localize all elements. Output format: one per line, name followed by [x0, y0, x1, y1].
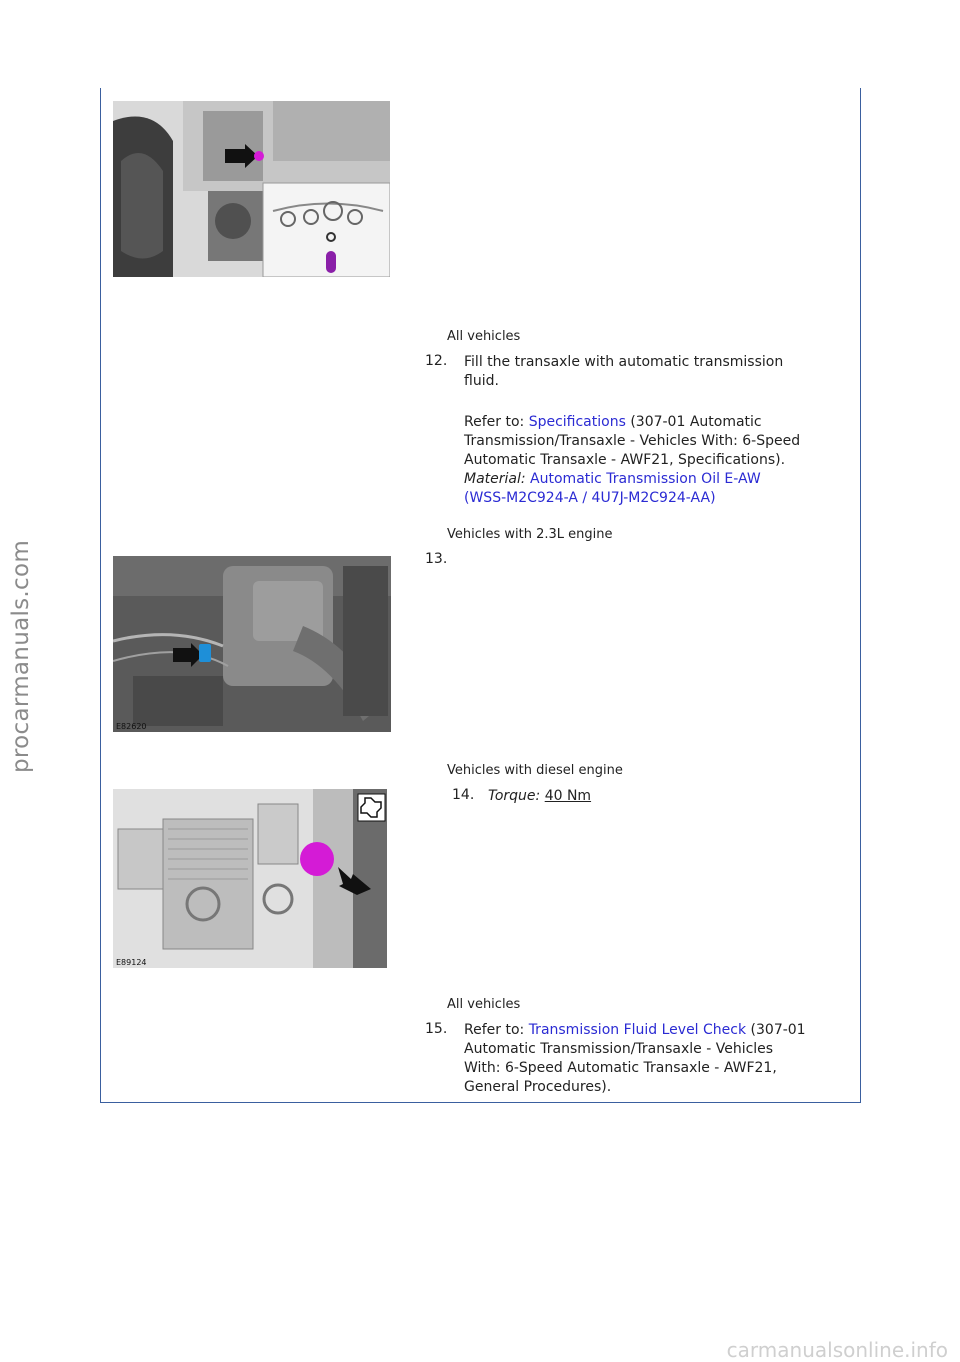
step15-line4: General Procedures). — [464, 1079, 612, 1095]
diesel-illustration — [113, 789, 387, 968]
material-link-line2[interactable]: (WSS-M2C924-A / 4U7J-M2C924-AA) — [464, 490, 716, 506]
step15-refer — [464, 1021, 806, 1040]
step-number: 12. — [425, 353, 448, 369]
step12-line1: Fill the transaxle with automatic transmission — [464, 354, 784, 370]
condition-all-vehicles: All vehicles — [447, 997, 521, 1012]
refer-prefix: Refer to: — [464, 414, 529, 430]
step12-material — [464, 470, 761, 489]
step-number: 14. — [452, 787, 475, 803]
drain-plug-illustration — [113, 101, 390, 277]
bottom-watermark: carmanualsonline.info — [726, 1338, 948, 1362]
material-label: Material: — [464, 471, 526, 487]
torque-label: Torque: — [488, 788, 541, 804]
figure-diesel — [113, 789, 387, 968]
refer-rest: (307-01 — [746, 1022, 806, 1038]
step-number: 13. — [425, 551, 448, 567]
step12-refer — [464, 413, 762, 432]
condition-all-vehicles: All vehicles — [447, 329, 521, 344]
condition-engine-23: Vehicles with 2.3L engine — [447, 527, 613, 542]
step-number: 15. — [425, 1021, 448, 1037]
condition-diesel: Vehicles with diesel engine — [447, 763, 623, 778]
figure-engine-23 — [113, 556, 391, 732]
figure-drain-plug — [113, 101, 390, 277]
specifications-link[interactable]: Specifications — [528, 414, 626, 430]
side-watermark: procarmanuals.com — [8, 539, 34, 773]
step15-line2: Automatic Transmission/Transaxle - Vehicles — [464, 1041, 774, 1057]
refer-rest: (307-01 Automatic — [625, 414, 762, 430]
material-link[interactable]: Automatic Transmission Oil E-AW — [530, 471, 761, 487]
figure-label: E89124 — [116, 958, 147, 967]
step12-line2: fluid. — [464, 373, 499, 389]
refer-prefix: Refer to: — [464, 1022, 529, 1038]
step12-refer-line3: Automatic Transaxle - AWF21, Specifications). — [464, 452, 786, 468]
torque-value: 40 Nm — [544, 788, 592, 804]
engine-illustration — [113, 556, 391, 732]
fluid-level-check-link[interactable]: Transmission Fluid Level Check — [528, 1022, 747, 1038]
step14-torque — [488, 787, 591, 806]
figure-label: E82620 — [116, 722, 147, 731]
step12-refer-line2: Transmission/Transaxle - Vehicles With: 6-Speed — [464, 433, 801, 449]
step15-line3: With: 6-Speed Automatic Transaxle - AWF21, — [464, 1060, 777, 1076]
